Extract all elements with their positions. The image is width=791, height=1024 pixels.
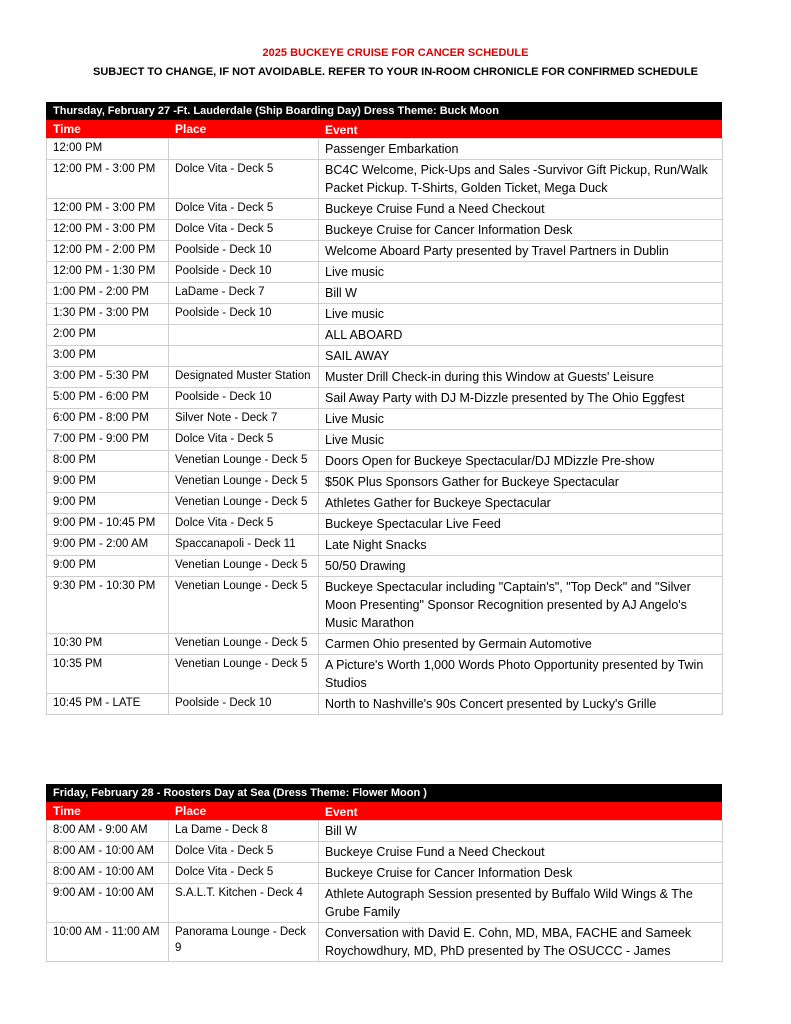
schedule-table	[46, 820, 723, 962]
schedule-row	[47, 556, 723, 577]
event-cell: 50/50 Drawing	[319, 556, 723, 577]
time-column-header: Time	[53, 804, 81, 818]
time-cell: 1:30 PM - 3:00 PM	[47, 304, 169, 325]
place-cell: Dolce Vita - Deck 5	[169, 430, 319, 451]
place-cell: Venetian Lounge - Deck 5	[169, 655, 319, 694]
time-column-header: Time	[53, 122, 81, 136]
time-cell: 12:00 PM - 2:00 PM	[47, 241, 169, 262]
place-cell: Dolce Vita - Deck 5	[169, 514, 319, 535]
event-cell: Buckeye Cruise Fund a Need Checkout	[319, 199, 723, 220]
place-cell: Spaccanapoli - Deck 11	[169, 535, 319, 556]
place-cell: Poolside - Deck 10	[169, 262, 319, 283]
schedule-row	[47, 451, 723, 472]
event-cell: BC4C Welcome, Pick-Ups and Sales -Survivor Gift Pickup, Run/Walk Packet Pickup. T-Shirts, Golden Ticket, Mega Duck	[319, 160, 723, 199]
place-cell	[169, 346, 319, 367]
time-cell: 9:30 PM - 10:30 PM	[47, 577, 169, 634]
time-cell: 1:00 PM - 2:00 PM	[47, 283, 169, 304]
schedule-row	[47, 842, 723, 863]
place-cell: Designated Muster Station	[169, 367, 319, 388]
event-cell: Athlete Autograph Session presented by Buffalo Wild Wings & The Grube Family	[319, 884, 723, 923]
event-cell: North to Nashville's 90s Concert presented by Lucky's Grille	[319, 694, 723, 715]
event-cell: ALL ABOARD	[319, 325, 723, 346]
place-cell: Dolce Vita - Deck 5	[169, 160, 319, 199]
column-header-row	[46, 120, 722, 138]
event-cell: Buckeye Spectacular including "Captain's", "Top Deck" and "Silver Moon Presenting" Sponsor Recognition presented by AJ Angelo's Music Marathon	[319, 577, 723, 634]
place-cell: Poolside - Deck 10	[169, 388, 319, 409]
schedule-row	[47, 535, 723, 556]
place-cell: Dolce Vita - Deck 5	[169, 842, 319, 863]
time-cell: 12:00 PM - 3:00 PM	[47, 220, 169, 241]
schedule-row	[47, 655, 723, 694]
event-cell: Buckeye Cruise Fund a Need Checkout	[319, 842, 723, 863]
time-cell: 9:00 PM - 10:45 PM	[47, 514, 169, 535]
event-cell: Live Music	[319, 430, 723, 451]
event-column-header: Event	[325, 805, 358, 819]
schedule-row	[47, 160, 723, 199]
time-cell: 12:00 PM	[47, 139, 169, 160]
time-cell: 9:00 PM	[47, 472, 169, 493]
schedule-row	[47, 283, 723, 304]
time-cell: 12:00 PM - 3:00 PM	[47, 199, 169, 220]
day-title: Friday, February 28 - Roosters Day at Sea (Dress Theme: Flower Moon )	[46, 784, 722, 802]
day-title: Thursday, February 27 -Ft. Lauderdale (Ship Boarding Day) Dress Theme: Buck Moon	[46, 102, 722, 120]
place-cell	[169, 139, 319, 160]
place-cell: Venetian Lounge - Deck 5	[169, 451, 319, 472]
day-section-friday	[46, 784, 722, 962]
place-cell: Dolce Vita - Deck 5	[169, 863, 319, 884]
place-cell: Dolce Vita - Deck 5	[169, 199, 319, 220]
event-cell: Doors Open for Buckeye Spectacular/DJ MDizzle Pre-show	[319, 451, 723, 472]
time-cell: 9:00 PM	[47, 493, 169, 514]
event-cell: Sail Away Party with DJ M-Dizzle presented by The Ohio Eggfest	[319, 388, 723, 409]
schedule-row	[47, 634, 723, 655]
event-cell: Passenger Embarkation	[319, 139, 723, 160]
schedule-row	[47, 346, 723, 367]
schedule-row	[47, 694, 723, 715]
time-cell: 9:00 PM - 2:00 AM	[47, 535, 169, 556]
time-cell: 8:00 AM - 10:00 AM	[47, 863, 169, 884]
time-cell: 10:30 PM	[47, 634, 169, 655]
schedule-row	[47, 493, 723, 514]
place-cell: Venetian Lounge - Deck 5	[169, 493, 319, 514]
event-cell: Live music	[319, 262, 723, 283]
schedule-row	[47, 262, 723, 283]
time-cell: 5:00 PM - 6:00 PM	[47, 388, 169, 409]
event-cell: Carmen Ohio presented by Germain Automotive	[319, 634, 723, 655]
event-cell: Bill W	[319, 821, 723, 842]
place-cell: Poolside - Deck 10	[169, 241, 319, 262]
place-cell: La Dame - Deck 8	[169, 821, 319, 842]
place-column-header: Place	[175, 804, 207, 818]
event-cell: $50K Plus Sponsors Gather for Buckeye Spectacular	[319, 472, 723, 493]
schedule-row	[47, 863, 723, 884]
schedule-row	[47, 199, 723, 220]
time-cell: 12:00 PM - 1:30 PM	[47, 262, 169, 283]
event-cell: Buckeye Spectacular Live Feed	[319, 514, 723, 535]
event-cell: Buckeye Cruise for Cancer Information Desk	[319, 220, 723, 241]
schedule-row	[47, 430, 723, 451]
schedule-row	[47, 514, 723, 535]
schedule-row	[47, 241, 723, 262]
event-cell: Athletes Gather for Buckeye Spectacular	[319, 493, 723, 514]
time-cell: 2:00 PM	[47, 325, 169, 346]
time-cell: 8:00 PM	[47, 451, 169, 472]
place-cell: Poolside - Deck 10	[169, 694, 319, 715]
schedule-row	[47, 923, 723, 962]
place-cell: Venetian Lounge - Deck 5	[169, 556, 319, 577]
place-cell	[169, 325, 319, 346]
place-cell: Panorama Lounge - Deck 9	[169, 923, 319, 962]
time-cell: 10:00 AM - 11:00 AM	[47, 923, 169, 962]
time-cell: 7:00 PM - 9:00 PM	[47, 430, 169, 451]
time-cell: 10:45 PM - LATE	[47, 694, 169, 715]
schedule-row	[47, 884, 723, 923]
day-section-thursday	[46, 102, 722, 715]
time-cell: 3:00 PM	[47, 346, 169, 367]
event-cell: A Picture's Worth 1,000 Words Photo Opportunity presented by Twin Studios	[319, 655, 723, 694]
place-cell: Silver Note - Deck 7	[169, 409, 319, 430]
time-cell: 9:00 PM	[47, 556, 169, 577]
place-column-header: Place	[175, 122, 207, 136]
event-cell: Muster Drill Check-in during this Window at Guests' Leisure	[319, 367, 723, 388]
schedule-row	[47, 304, 723, 325]
time-cell: 8:00 AM - 10:00 AM	[47, 842, 169, 863]
event-column-header: Event	[325, 123, 358, 137]
time-cell: 8:00 AM - 9:00 AM	[47, 821, 169, 842]
schedule-row	[47, 325, 723, 346]
schedule-row	[47, 472, 723, 493]
schedule-row	[47, 367, 723, 388]
event-cell: Conversation with David E. Cohn, MD, MBA, FACHE and Sameek Roychowdhury, MD, PhD presented by The OSUCCC - James	[319, 923, 723, 962]
time-cell: 9:00 AM - 10:00 AM	[47, 884, 169, 923]
schedule-row	[47, 577, 723, 634]
schedule-title: 2025 BUCKEYE CRUISE FOR CANCER SCHEDULE	[262, 47, 529, 59]
event-cell: Buckeye Cruise for Cancer Information Desk	[319, 863, 723, 884]
time-cell: 10:35 PM	[47, 655, 169, 694]
place-cell: Venetian Lounge - Deck 5	[169, 634, 319, 655]
event-cell: Welcome Aboard Party presented by Travel Partners in Dublin	[319, 241, 723, 262]
time-cell: 6:00 PM - 8:00 PM	[47, 409, 169, 430]
event-cell: Live music	[319, 304, 723, 325]
place-cell: Venetian Lounge - Deck 5	[169, 472, 319, 493]
schedule-row	[47, 409, 723, 430]
event-cell: Late Night Snacks	[319, 535, 723, 556]
schedule-row	[47, 220, 723, 241]
schedule-table	[46, 138, 723, 715]
event-cell: SAIL AWAY	[319, 346, 723, 367]
schedule-row	[47, 139, 723, 160]
schedule-row	[47, 388, 723, 409]
event-cell: Live Music	[319, 409, 723, 430]
time-cell: 12:00 PM - 3:00 PM	[47, 160, 169, 199]
schedule-row	[47, 821, 723, 842]
time-cell: 3:00 PM - 5:30 PM	[47, 367, 169, 388]
schedule-subtitle: SUBJECT TO CHANGE, IF NOT AVOIDABLE. REFER TO YOUR IN-ROOM CHRONICLE FOR CONFIRMED SCHEDULE	[92, 66, 699, 78]
place-cell: LaDame - Deck 7	[169, 283, 319, 304]
place-cell: Poolside - Deck 10	[169, 304, 319, 325]
event-cell: Bill W	[319, 283, 723, 304]
place-cell: Venetian Lounge - Deck 5	[169, 577, 319, 634]
column-header-row	[46, 802, 722, 820]
place-cell: S.A.L.T. Kitchen - Deck 4	[169, 884, 319, 923]
place-cell: Dolce Vita - Deck 5	[169, 220, 319, 241]
